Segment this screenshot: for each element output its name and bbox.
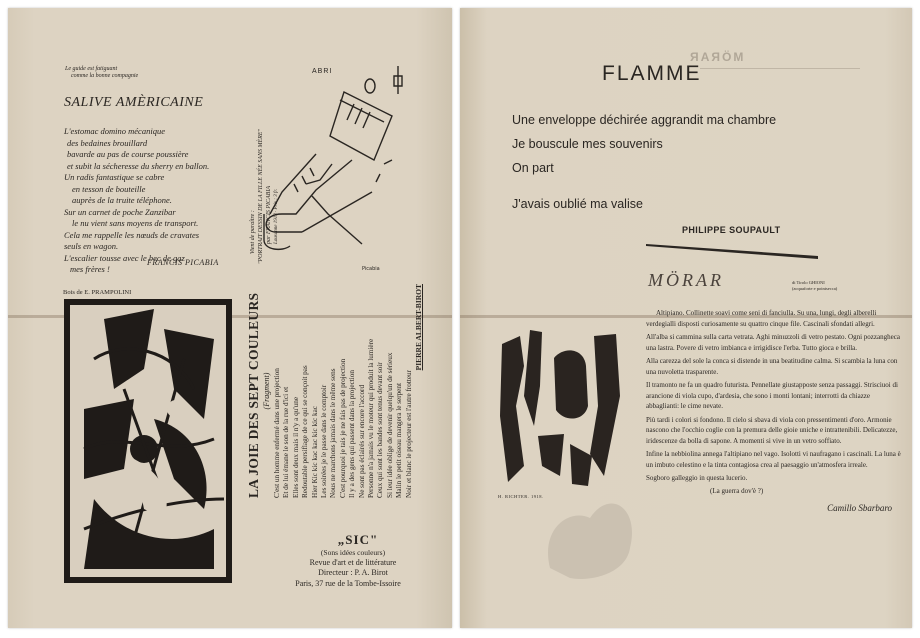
sic-line-4: Paris, 37 rue de la Tombe-Issoire bbox=[295, 579, 401, 588]
morar-title: MÖRAR bbox=[648, 270, 724, 290]
poem-line: bavarde au pas de course poussière bbox=[67, 149, 189, 159]
right-page bbox=[460, 8, 912, 628]
picabia-drawing bbox=[242, 64, 412, 284]
bleed-through-shape bbox=[530, 478, 650, 588]
article-line: Il y a des gens qui passent dans la projection bbox=[348, 370, 357, 498]
poem-line: Une enveloppe déchirée aggrandit ma chambre bbox=[512, 113, 777, 127]
author-rule-icon bbox=[646, 242, 818, 262]
epigraph-line: comme la bonne compagnie bbox=[71, 73, 139, 79]
poem-title: SALIVE AMÈRICAINE bbox=[64, 95, 204, 110]
article-block bbox=[246, 284, 424, 498]
sic-line-1: (Sons idées couleurs) bbox=[320, 548, 386, 557]
morar-note bbox=[792, 280, 837, 292]
prose-column bbox=[646, 308, 902, 513]
drawing-caption-3: Vient de paraître : bbox=[250, 210, 256, 254]
poem-author: FRANCIS PICABIA bbox=[147, 258, 219, 267]
left-page bbox=[8, 8, 452, 628]
drawing-label: ABRI bbox=[312, 68, 333, 75]
article-line: Personne n'a jamais vu le moteur qui produit la lumière bbox=[367, 338, 376, 498]
article-line: Si leur idée oblige de devenir quelqu'un de sérieux bbox=[385, 352, 394, 498]
article-line: Hier Kic kic kac kac kic kic kac bbox=[310, 406, 319, 498]
richter-woodcut-icon bbox=[494, 326, 634, 490]
poem-title: FLAMME bbox=[602, 62, 702, 85]
drawing-caption-2: par FRANCIS PICABIA bbox=[266, 186, 272, 244]
poem-line: L'escalier tousse avec le bec de gaz bbox=[64, 252, 185, 263]
prose-paragraph: All'alba si cammina sulla carta vetrata. Aghi minuzzoli di vetro pestato. Ogni pozzangheca una lastra. Povere di vetro imbianca e irrigidisce l'erba. Tutto gioca e brilla. bbox=[646, 333, 900, 352]
prose-paragraph: Sogboro galleggio in questa lucerio. bbox=[646, 474, 748, 482]
morar-note-line: di Tirolo GHIONI bbox=[792, 280, 825, 285]
ghost-text: MÖRAR bbox=[688, 50, 744, 64]
prose-dateline: (La guerra dov'è ?) bbox=[710, 486, 764, 495]
drawing-caption-1: "PORTRAIT DESSIN DE LA FILLE NÉE SANS MÈRE" bbox=[258, 129, 264, 264]
flamme-poem bbox=[512, 108, 776, 216]
article-title: LA JOIE DES SEPT COULEURS bbox=[246, 292, 261, 498]
ghost-rule bbox=[700, 68, 860, 69]
article-line: Malin le petit oiseau mangera le serpent bbox=[395, 383, 404, 498]
poem-line: Je bouscule mes souvenirs bbox=[512, 137, 663, 151]
article-author: PIERRE ALBERT-BIROT bbox=[414, 284, 424, 371]
poem-line: en tesson de bouteille bbox=[72, 183, 146, 194]
poem-author: PHILIPPE SOUPAULT bbox=[682, 225, 781, 235]
poem-line: seuls en wagon. bbox=[64, 241, 119, 251]
poem-line: L'estomac domino mécanique bbox=[64, 126, 165, 136]
poem-line: Sur un carnet de poche Zanzibar bbox=[64, 206, 176, 217]
article-line: Redoutable persiflage de ce qui se conçoit pas bbox=[301, 365, 310, 498]
poem-line: et subit la sécheresse du sherry en ballon. bbox=[67, 160, 210, 171]
prose-paragraph: Infine la nebbiolina annega l'altipiano nel vago. Isolotti vi naufragano i cascinali. La luna è un imbuto celestino e la tinta contagiosa crea al paesaggio un'atmosfera irreale. bbox=[646, 450, 901, 469]
article-line: Les soirées je le passe dans le comptoir bbox=[320, 384, 329, 498]
prose-author: Camillo Sbarbaro bbox=[827, 502, 892, 513]
article-line: C'est pourquoi je tais je ne fais pas de projection bbox=[338, 358, 347, 498]
epigraph-line: Le guide est fatiguant bbox=[65, 66, 118, 72]
prose-paragraph: Più tardi i colori si fondono. Il cielo si sbava di viola con pressentimenti d'oro. Armonie nascono che l'occhio coglie con la premura delle gioie uniche e intrattenibili. Delicatezze, iridescenze da bolla di sapone. A momenti si vive in un vetro soffiato. bbox=[646, 415, 898, 445]
sic-line-3: Directeur : P. A. Birot bbox=[318, 568, 388, 577]
woodcut-image-icon bbox=[64, 299, 232, 583]
richter-credit: H. RICHTER. 1918. bbox=[498, 494, 544, 499]
prose-paragraph: Altipiano. Collinette soavi come seni di fanciulla. Su una, lungi, degli alberelli verdegialli disposti curiosamente su quattro cinque file. Cascinali sfondati allegri. bbox=[646, 309, 877, 328]
prampolini-woodcut bbox=[64, 299, 232, 583]
article-line: Nous ne marchons jamais dans le même sens bbox=[329, 368, 338, 498]
article-subtitle: (Fragment) bbox=[262, 372, 271, 410]
poem-line: mes frères ! bbox=[70, 264, 110, 274]
epigraph bbox=[65, 66, 138, 80]
morar-note-line: (acquaforte e pointsecca) bbox=[792, 286, 838, 291]
woodcut-credit: Bois de E. PRAMPOLINI bbox=[63, 289, 132, 296]
article-text bbox=[273, 284, 414, 498]
poem-line: Un radis fantastique se cabre bbox=[64, 172, 165, 182]
article-line: Noir et blanc le projecteur est l'autre frotteur bbox=[404, 369, 413, 498]
sic-title: „SIC" bbox=[337, 532, 379, 547]
sic-line-2: Revue d'art et de littérature bbox=[309, 558, 397, 567]
poem-body bbox=[64, 126, 209, 276]
poem-line: On part bbox=[512, 161, 554, 175]
poem-line: des bedaines brouillard bbox=[67, 137, 148, 148]
article-line: C'est un homme enfermé dans une projection bbox=[273, 368, 281, 498]
poem-line: le nu vient sans moyens de transport. bbox=[72, 218, 199, 228]
prose-paragraph: Il tramonto ne fa un quadro futurista. Pennellate giustapposte senza passaggi. Strisciuoi di arancione di viola cupo, d'ardesia, che sono i monti lontani; interrotti da chiazze abbaglianti: le cime nevate. bbox=[646, 381, 898, 410]
article-line: Et de lui émane le son de la rue d'ici et bbox=[282, 386, 291, 498]
article-line: Ceux qui sont les bandes sont tenus devant soir bbox=[376, 362, 385, 498]
drawing-signature: Picabia bbox=[362, 266, 380, 272]
poem-line: Cela me rappelle les nœuds de cravates bbox=[64, 229, 200, 240]
article-line: Ne sont pas éclairés sur encore l'accord bbox=[357, 384, 366, 498]
poem-line: J'avais oublié ma valise bbox=[512, 197, 643, 211]
prose-paragraph: Alla carezza del sole la conca si distende in una beatitudine calma. Si scambia la luna con una nuvoletta trasparente. bbox=[646, 357, 898, 376]
article-line: Elles sont deux mais il n'y a qu'une bbox=[291, 396, 300, 498]
richter-woodcut bbox=[494, 326, 634, 490]
drawing-caption-4: Lausanne 1918 · Prix : 3 fr. bbox=[274, 189, 279, 244]
poem-line: auprès de la truite téléphone. bbox=[72, 195, 172, 205]
sic-masthead bbox=[238, 532, 438, 590]
